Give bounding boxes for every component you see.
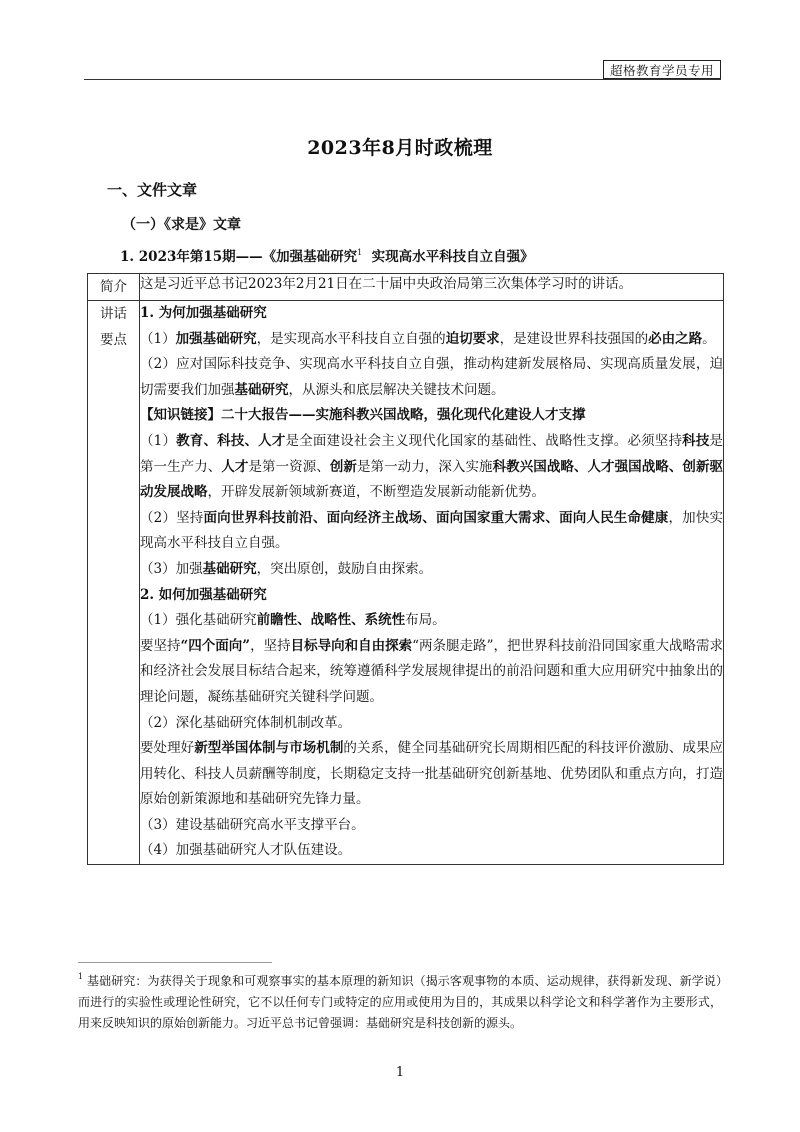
footnote-number: 1 — [78, 972, 84, 981]
subsection-heading: （一）《求是》文章 — [122, 217, 241, 233]
body-text: 。 — [702, 330, 716, 347]
article-title-part-b: 实现高水平科技自立自强 — [362, 249, 521, 265]
body-text: ，从源头和底层解决关键技术问题。 — [288, 381, 505, 398]
body-text: （1） — [140, 330, 176, 347]
key-point-paragraph — [140, 429, 723, 506]
points-row — [88, 301, 724, 865]
emphasis-text: 前瞻性、战略性、系统性 — [256, 612, 406, 629]
key-point-paragraph — [140, 583, 723, 609]
points-label-line: 讲话 — [100, 306, 127, 322]
key-point-paragraph — [140, 736, 723, 813]
emphasis-text: 【知识链接】二十大报告——实施科教兴国战略，强化现代化建设人才支撑 — [140, 407, 586, 424]
key-points — [140, 301, 724, 865]
intro-row — [88, 274, 724, 301]
article-prefix: 1. 2023年第15期——《 — [120, 249, 277, 265]
body-text: 是第一动力，深入实施 — [356, 458, 493, 475]
body-text: （1） — [140, 432, 177, 449]
body-text: 是第一资源、 — [248, 458, 330, 475]
header-rule — [84, 79, 721, 80]
key-point-paragraph — [140, 838, 723, 864]
emphasis-text: 迫切要求 — [445, 330, 500, 347]
intro-text: 这是习近平总书记2023年2月21日在二十届中央政治局第三次集体学习时的讲话。 — [140, 274, 724, 301]
emphasis-text: 新型举国体制与市场机制 — [194, 740, 344, 757]
body-text: 是第一生产力、 — [140, 432, 724, 475]
body-text: ，突出原创，鼓励自由探索。 — [256, 560, 433, 577]
key-point-paragraph — [140, 403, 723, 429]
body-text: （2）应对国际科技竞争、实现高水平科技自立自强，推动构建新发展格局、实现高质量发展，迫切需要我们加强 — [140, 356, 723, 398]
emphasis-text: 面向世界科技前沿、面向经济主战场、面向国家重大需求、面向人民生命健康 — [203, 509, 669, 526]
key-point-paragraph — [140, 608, 723, 634]
emphasis-text: 教育、科技、人才 — [176, 432, 286, 449]
body-text: 的关系，健全同基础研究长周期相匹配的科技评价激励、成果应用转化、科技人员薪酬等制度，长期稳定支持一批基础研究创新基地、优势团队和重点方向，打造原始创新策源地和基础研究先锋力量。 — [140, 740, 724, 808]
key-point-paragraph — [140, 352, 723, 403]
emphasis-text: 1. 为何加强基础研究 — [140, 305, 267, 321]
body-text: （1）强化基础研究 — [140, 612, 257, 629]
emphasis-text: 必由之路 — [648, 330, 703, 347]
footnote-text: 基础研究：为获得关于现象和可观察事实的基本原理的新知识（揭示客观事物的本质、运动规律，获得新发现、新学说）而进行的实验性或理论性研究，它不以任何专门或特定的应用或使用为目的，其成果以科学论文和科学著作为主要形式，用来反映知识的原始创新能力。习近平总书记曾强调：基础研究是科技创新的源头。 — [78, 974, 722, 1030]
body-text: （3）建设基础研究高水平支撑平台。 — [140, 816, 365, 833]
body-text: （2）深化基础研究体制机制改革。 — [140, 714, 352, 731]
points-label-line: 要点 — [100, 332, 127, 348]
footnote-marker[interactable]: 1 — [357, 248, 363, 257]
body-text: （2）坚持 — [140, 509, 204, 526]
key-point-paragraph — [140, 301, 723, 327]
body-text: ，开辟发展新领域新赛道，不断塑造发展新动能新优势。 — [207, 484, 545, 501]
emphasis-text: 目标导向和自由探索 — [290, 637, 413, 654]
intro-label: 简介 — [88, 274, 140, 301]
emphasis-text: 科技 — [682, 432, 710, 449]
summary-table — [87, 273, 724, 865]
points-label — [88, 301, 140, 865]
emphasis-text: 基础研究 — [234, 381, 289, 398]
footnote — [78, 971, 722, 1034]
document-title: 2023年8月时政梳理 — [307, 137, 493, 159]
body-text: ，加快实现高水平科技自立自强。 — [140, 509, 724, 552]
key-point-paragraph — [140, 327, 723, 353]
page-number: 1 — [395, 1065, 405, 1080]
body-text: ，是建设世界科技强国的 — [499, 330, 649, 347]
footnote-rule — [78, 962, 272, 963]
emphasis-text: 2. 如何加强基础研究 — [140, 586, 267, 603]
body-text: 是全面建设社会主义现代化国家的基础性、战略性支撑。必须坚持 — [285, 432, 683, 449]
body-text: 要处理好 — [140, 740, 195, 757]
article-title-part-a: 加强基础研究 — [276, 249, 358, 265]
body-text: ，坚持 — [250, 637, 291, 654]
article-heading — [120, 245, 534, 265]
section-heading: 一、文件文章 — [107, 181, 198, 199]
body-text: （3）加强 — [140, 560, 203, 577]
emphasis-text: 科教兴国战略、人才强国战略、创新驱动发展战略 — [140, 458, 724, 501]
body-text: 布局。 — [405, 612, 446, 629]
body-text: 要坚持 — [140, 637, 181, 654]
emphasis-text: 人才 — [221, 458, 249, 475]
emphasis-text: 创新 — [329, 458, 357, 475]
emphasis-text: “四个面向” — [180, 637, 251, 654]
key-point-paragraph — [140, 813, 723, 839]
emphasis-text: 加强基础研究 — [175, 330, 257, 347]
body-text: ，是实现高水平科技自立自强的 — [256, 330, 446, 347]
key-point-paragraph — [140, 557, 723, 583]
key-point-paragraph — [140, 634, 723, 711]
article-suffix: 》 — [520, 249, 534, 265]
key-point-paragraph — [140, 506, 723, 557]
body-text: （4）加强基础研究人才队伍建设。 — [140, 842, 352, 859]
key-point-paragraph — [140, 711, 723, 737]
body-text: “两条腿走路”，把世界科技前沿同国家重大战略需求和经济社会发展目标结合起来，统筹遵循科学发展规律提出的前沿问题和重大应用研究中抽象出的理论问题，凝练基础研究关键科学问题。 — [140, 637, 724, 705]
member-only-badge: 超格教育学员专用 — [603, 60, 721, 79]
emphasis-text: 基础研究 — [202, 560, 257, 577]
